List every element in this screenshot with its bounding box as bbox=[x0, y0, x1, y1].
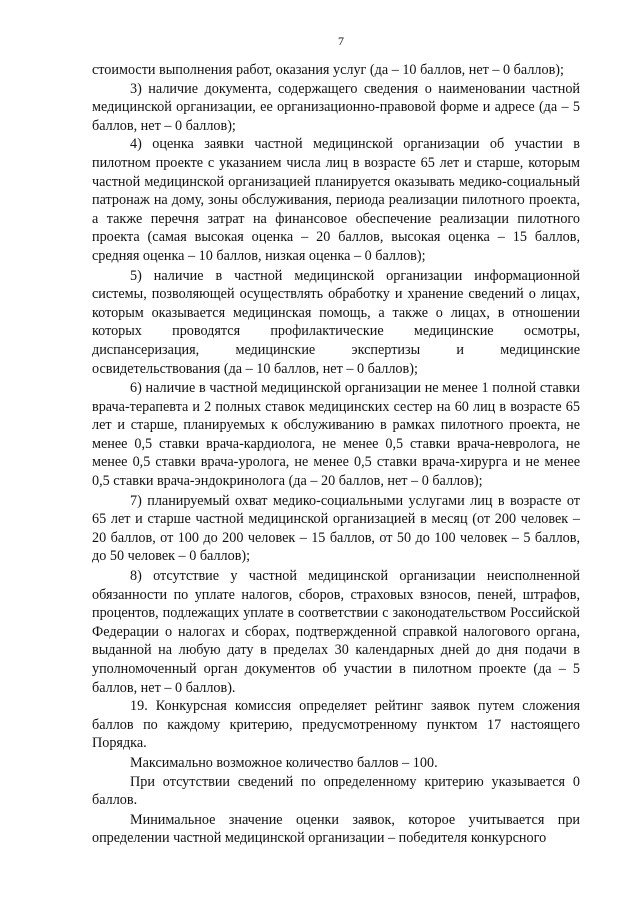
paragraph-continuation: стоимости выполнения работ, оказания услуг (да – 10 баллов, нет – 0 баллов); bbox=[92, 62, 564, 78]
paragraph-minimum-score: Минимальное значение оценки заявок, которое учитывается при определении частной медицинской организации – победителя конкурсного bbox=[92, 811, 580, 847]
paragraph-missing-info: При отсутствии сведений по определенному критерию указывается 0 баллов. bbox=[92, 773, 580, 809]
page-number: 7 bbox=[338, 34, 344, 48]
paragraph-criterion-8: 8) отсутствие у частной медицинской организации неисполненной обязанности по уплате налогов, сборов, страховых взносов, пеней, штрафов, процентов, подлежащих уплате в соответствии с законодательством Российской Федерации о налогах и сборах, подтвержденной справкой налогового органа, выданной на любую дату в пределах 30 календарных дней до дня подачи в уполномоченный орган документов об участии в пилотном проекте (да – 5 баллов, нет – 0 баллов). bbox=[92, 568, 580, 696]
paragraph-max-score: Максимально возможное количество баллов – 100. bbox=[130, 754, 438, 771]
paragraph-criterion-6: 6) наличие в частной медицинской организации не менее 1 полной ставки врача-терапевта и 2 полных ставок медицинских сестер на 60 лиц в возрасте 65 лет и старше, планируемых к обслуживанию в рамках пилотного проекта, не менее 0,5 ставки врача-кардиолога, не менее 0,5 ставки врача-невролога, не менее 0,5 ставки врача-уролога, не менее 0,5 ставки врача-хирурга и не менее 0,5 ставки врача-эндокринолога (да – 20 баллов, нет – 0 баллов); bbox=[92, 380, 580, 490]
paragraph-criterion-3: 3) наличие документа, содержащего сведения о наименовании частной медицинской организации, ее организационно-правовой форме и адресе (да – 5 баллов, нет – 0 баллов); bbox=[92, 80, 580, 134]
paragraph-criterion-4: 4) оценка заявки частной медицинской организации об участии в пилотном проекте с указанием числа лиц в возрасте 65 лет и старше, которым частной медицинской организацией планируется оказывать медико-социальный патронаж на дому, зоны обслуживания, периода реализации пилотного проекта, а также перечня затрат на финансовое обеспечение реализации пилотного проекта (самая высокая оценка – 20 баллов, высокая оценка – 15 баллов, средняя оценка – 10 баллов, низкая оценка – 0 баллов); bbox=[92, 136, 580, 264]
paragraph-section-19: 19. Конкурсная комиссия определяет рейтинг заявок путем сложения баллов по каждому критерию, предусмотренному пунктом 17 настоящего Порядка. bbox=[92, 698, 580, 752]
paragraph-criterion-7: 7) планируемый охват медико-социальными услугами лиц в возрасте от 65 лет и старше частной медицинской организацией в месяц (от 200 человек – 20 баллов, от 100 до 200 человек – 15 баллов, от 50 до 100 человек – 5 баллов, до 50 человек – 0 баллов); bbox=[92, 492, 580, 565]
paragraph-criterion-5: 5) наличие в частной медицинской организации информационной системы, позволяющей осуществлять обработку и хранение сведений о лицах, которым оказывается медицинская помощь, а также о лицах, в отношении которых проводятся профилактические медицинские осмотры, диспансеризация, медицинские экспертизы и медицинские освидетельствования (да – 10 баллов, нет – 0 баллов); bbox=[92, 267, 580, 377]
